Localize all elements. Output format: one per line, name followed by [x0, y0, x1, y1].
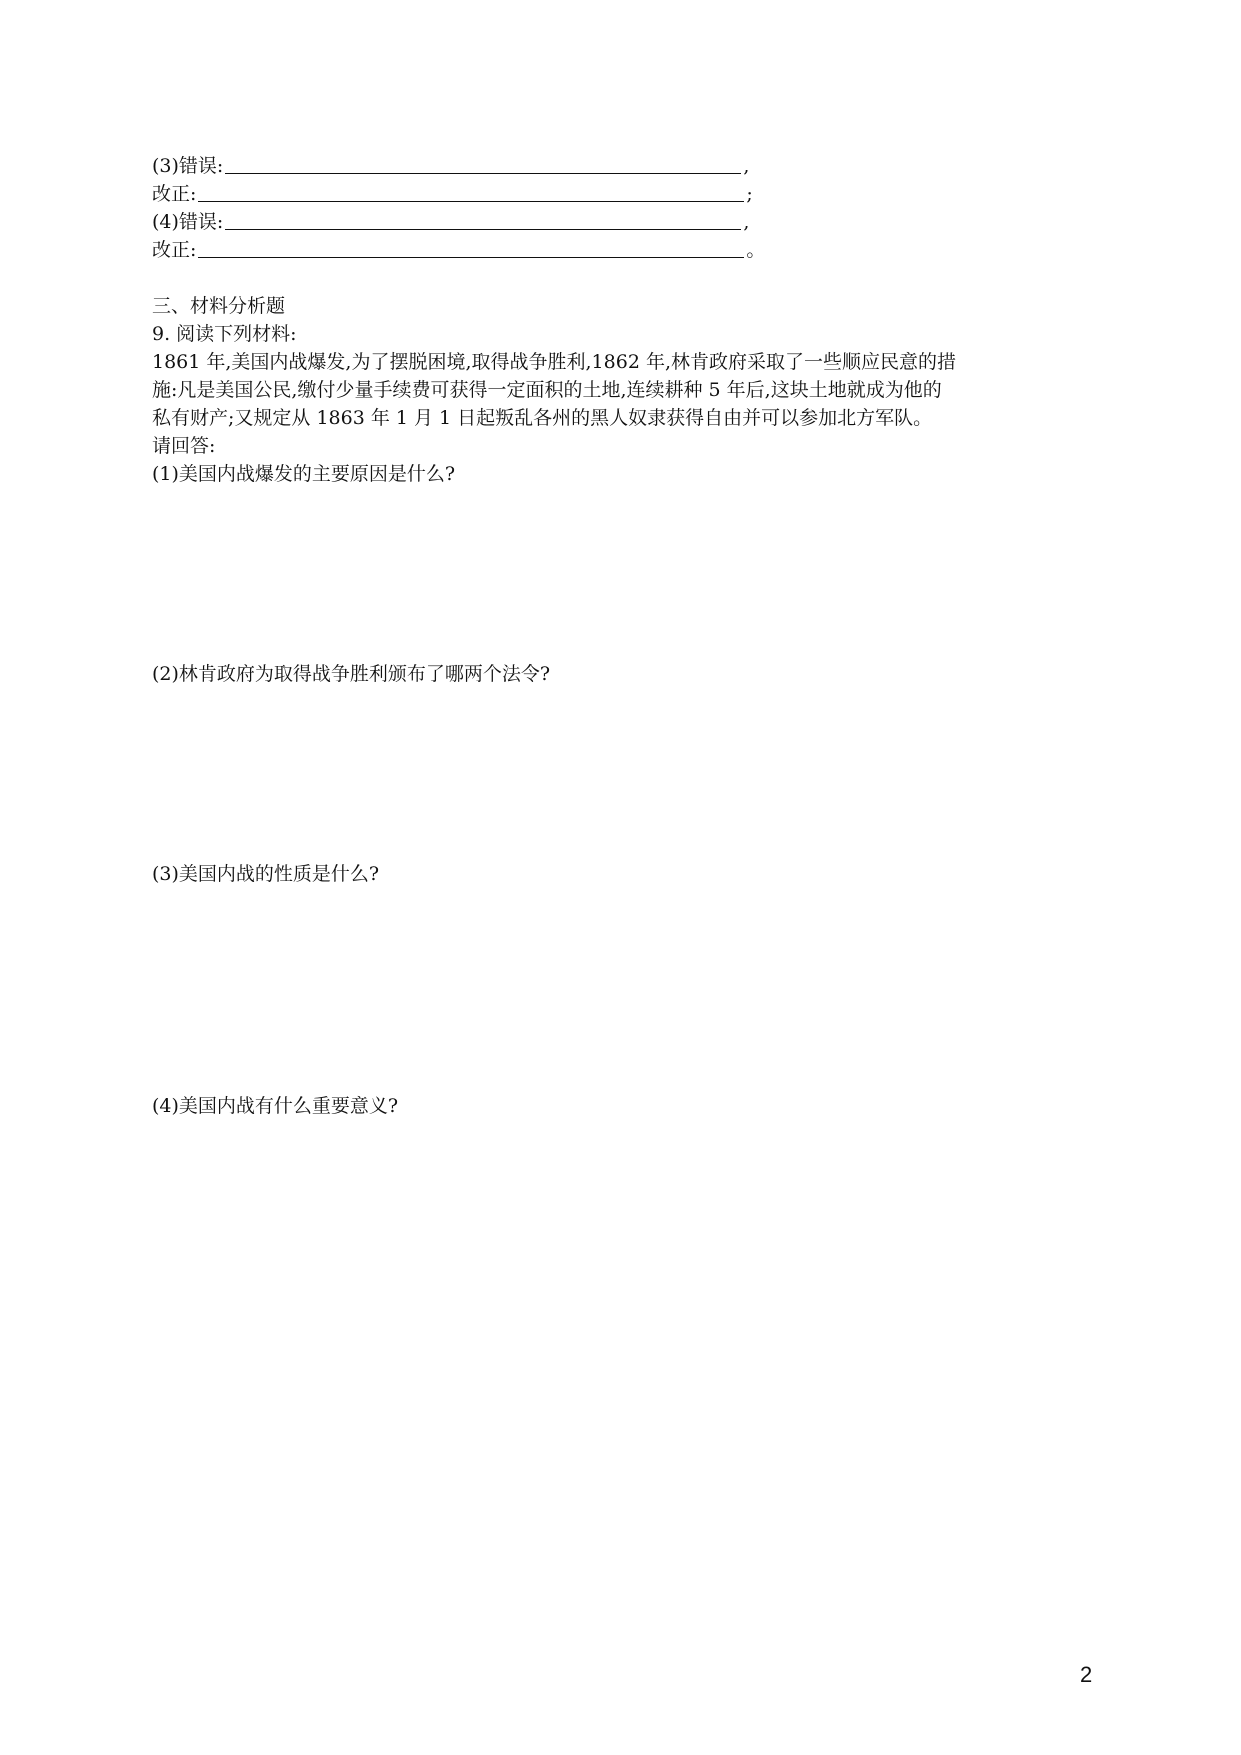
page-number: 2: [1080, 1662, 1093, 1687]
correction-4-punct: 。: [746, 239, 766, 261]
error-4-blank[interactable]: [225, 209, 741, 230]
sub-question-3: (3)美国内战的性质是什么?: [152, 863, 380, 885]
question-9-intro: 9. 阅读下列材料:: [152, 323, 297, 345]
material-paragraph: [152, 348, 1087, 432]
error-4-punct: ,: [743, 211, 750, 233]
error-3-punct: ,: [743, 155, 750, 177]
correction-4-blank[interactable]: [198, 237, 744, 258]
answer-prompt: 请回答:: [152, 435, 216, 457]
sub-question-2: (2)林肯政府为取得战争胜利颁布了哪两个法令?: [152, 663, 551, 685]
correction-3-punct: ;: [746, 183, 753, 205]
error-3-blank[interactable]: [225, 153, 741, 174]
section-heading: 三、材料分析题: [152, 295, 286, 317]
sub-question-1: (1)美国内战爆发的主要原因是什么?: [152, 463, 456, 485]
material-line: 私有财产;又规定从 1863 年 1 月 1 日起叛乱各州的黑人奴隶获得自由并可以参加北方军队。: [152, 407, 933, 429]
correction-4-row: [152, 236, 765, 264]
correction-3-blank[interactable]: [198, 181, 744, 202]
correction-3-row: [152, 180, 753, 208]
sub-question-4: (4)美国内战有什么重要意义?: [152, 1095, 399, 1117]
error-4-label: (4)错误:: [152, 211, 224, 233]
error-4-row: [152, 208, 749, 236]
material-line: 施:凡是美国公民,缴付少量手续费可获得一定面积的土地,连续耕种 5 年后,这块土地就成为他的: [152, 379, 942, 401]
correction-4-label: 改正:: [152, 239, 197, 261]
error-3-row: [152, 152, 749, 180]
correction-3-label: 改正:: [152, 183, 197, 205]
material-line: 1861 年,美国内战爆发,为了摆脱困境,取得战争胜利,1862 年,林肯政府采取了一些顺应民意的措: [152, 351, 956, 373]
error-3-label: (3)错误:: [152, 155, 224, 177]
